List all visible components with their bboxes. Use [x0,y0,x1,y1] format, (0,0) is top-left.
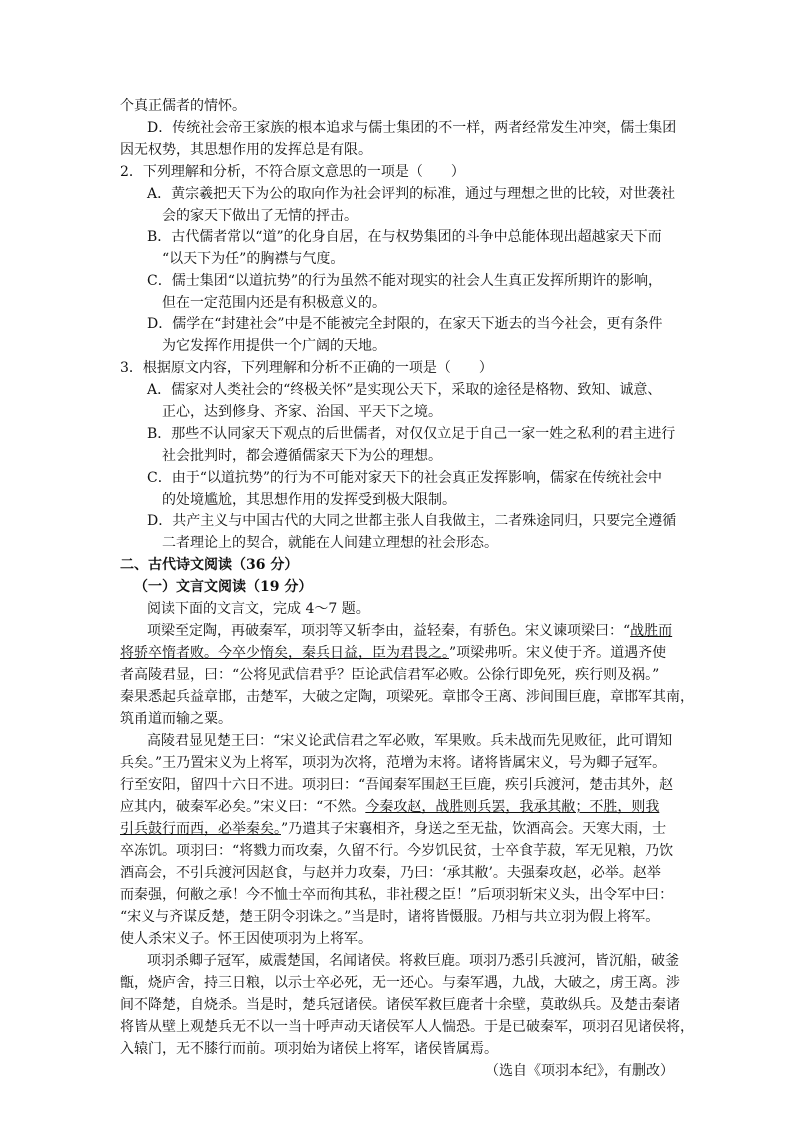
q2-stem: 2．下列理解和分析，不符合原文意思的一项是（ ） [120,164,465,180]
q1-option-d-line1: D．传统社会帝王家族的根本追求与儒士集团的不一样，两者经常发生冲突，儒士集团 [147,120,677,136]
passage-line: 卒冻饥。项羽曰：“将戮力而攻秦，久留不行。今岁饥民贫，士卒食芋菽，军无见粮，乃饮 [120,843,674,859]
underlined-sentence: 将骄卒惰者败。今卒少惰矣，秦兵日益，臣为君畏之。 [120,645,449,661]
passage-line: 将皆从壁上观楚兵无不以一当十呼声动天诸侯军人人惴恐。于是已破秦军，项羽召见诸侯将， [120,1019,694,1035]
passage-line: 甑，烧庐舍，持三日粮，以示士卒必死，无一还心。与秦军遇，九战，大破之，虏王离。涉 [120,975,680,991]
passage-text: 项梁至定陶，再破秦军，项羽等又斩李由，益轻秦，有骄色。宋义谏项梁曰：“ [147,623,631,639]
passage-line: 筑甬道而输之粟。 [120,711,232,727]
passage-line: 使人杀宋义子。怀王因使项羽为上将军。 [120,931,372,947]
passage-text: 应其内，破秦军必矣。”宋义曰：“不然。 [120,799,366,815]
passage-line: 而秦强，何敝之承！今不恤士卒而徇其私，非社稷之臣！”后项羽斩宋义头，出令军中曰： [120,887,674,903]
q3-option-a-line1: A．儒家对人类社会的“终极关怀”是实现公天下，采取的途径是格物、致知、诚意、 [147,382,662,398]
passage-line [120,797,659,817]
underlined-sentence: 引兵鼓行而西，必举秦矣。 [120,821,281,837]
passage-line [147,621,672,641]
q3-option-b-line2: 社会批判时，都会遵循儒家天下为公的理想。 [162,448,442,464]
passage-line: 酒高会，不引兵渡河因赵食，与赵并力攻秦，乃曰：‘承其敝’。夫强秦攻赵，必举。赵举 [120,865,661,881]
passage-text: ”乃遣其子宋襄相齐，身送之至无盐，饮酒高会。天寒大雨，士 [281,821,667,837]
passage-text: ”项梁弗听。宋义使于齐。道遇齐使 [449,645,667,661]
q1-tail-line: 个真正儒者的情怀。 [120,98,246,114]
q3-option-d-line2: 二者理论上的契合，就能在人间建立理想的社会形态。 [162,535,498,551]
section-heading: 二、古代诗文阅读（36 分） [120,557,299,573]
q3-option-c-line2: 的处境尴尬，其思想作用的发挥受到极大限制。 [162,492,456,508]
q3-stem: 3．根据原文内容，下列理解和分析不正确的一项是（ ） [120,360,493,376]
q2-option-b-line2: “以天下为任”的胸襟与气度。 [162,251,345,267]
passage-line [120,643,666,663]
q3-option-a-line2: 正心，达到修身、齐家、治国、平天下之境。 [162,404,442,420]
q2-option-c-line1: C．儒士集团“以道抗势”的行为虽然不能对现实的社会人生真正发挥所期许的影响， [147,273,663,289]
passage-line: 秦果悉起兵益章邯，击楚军，大破之定陶，项梁死。章邯令王离、涉间围巨鹿，章邯军其南， [120,689,694,705]
q2-option-b-line1: B．古代儒者常以“道”的化身自居，在与权势集团的斗争中总能体现出超越家天下而 [147,229,662,245]
passage-line: 间不降楚，自烧杀。当是时，楚兵冠诸侯。诸侯军救巨鹿者十余壁，莫敢纵兵。及楚击秦诸 [120,997,680,1013]
source-citation: （选自《项羽本纪》，有删改） [485,1063,674,1079]
underlined-sentence: 今秦攻赵，战胜则兵罢，我承其敝；不胜，则我 [365,799,660,815]
passage-line: 兵矣。”王乃置宋义为上将军，项羽为次将，范增为末将。诸将皆属宋义，号为卿子冠军。 [120,755,667,771]
q2-option-d-line1: D．儒学在“封建社会”中是不能被完全封限的，在家天下逝去的当今社会，更有条件 [147,316,663,332]
q2-option-c-line2: 但在一定范围内还是有积极意义的。 [162,295,386,311]
q2-option-a-line1: A．黄宗羲把天下为公的取向作为社会评判的标准，通过与理想之世的比较，对世袭社 [147,186,676,202]
q2-option-d-line2: 为它发挥作用提供一个广阔的天地。 [162,338,386,354]
subsection-heading: （一）文言文阅读（19 分） [134,579,313,595]
q2-option-a-line2: 会的家天下做出了无情的抨击。 [162,208,358,224]
passage-line: 行至安阳，留四十六日不进。项羽曰：“吾闻秦军围赵王巨鹿，疾引兵渡河，楚击其外，赵 [120,777,674,793]
passage-line: 入辕门，无不膝行而前。项羽始为诸侯上将军，诸侯皆属焉。 [120,1041,498,1057]
passage-line: 者高陵君显，曰：“公将见武信君乎？臣论武信君军必败。公徐行即免死，疾行则及祸。” [120,667,660,683]
reading-instruction: 阅读下面的文言文，完成 4～7 题。 [147,601,370,617]
passage-line: “宋义与齐谋反楚，楚王阴令羽诛之。”当是时，诸将皆慑服。乃相与共立羽为假上将军。 [120,909,660,925]
passage-line [120,819,666,839]
q3-option-c-line1: C．由于“以道抗势”的行为不可能对家天下的社会真正发挥影响，儒家在传统社会中 [147,470,663,486]
passage-line: 项羽杀卿子冠军，威震楚国，名闻诸侯。将救巨鹿。项羽乃悉引兵渡河，皆沉船，破釜 [147,953,679,969]
q3-option-b-line1: B．那些不认同家天下观点的后世儒者，对仅仅立足于自己一家一姓之私利的君主进行 [147,426,676,442]
q1-option-d-line2: 因无权势，其思想作用的发挥总是有限。 [120,142,372,158]
underlined-sentence: 战胜而 [630,623,673,639]
passage-line: 高陵君显见楚王曰：“宋义论武信君之军必败，军果败。兵未战而先见败征，此可谓知 [147,733,673,749]
q3-option-d-line1: D．共产主义与中国古代的大同之世都主张人自我做主，二者殊途同归，只要完全遵循 [147,513,677,529]
